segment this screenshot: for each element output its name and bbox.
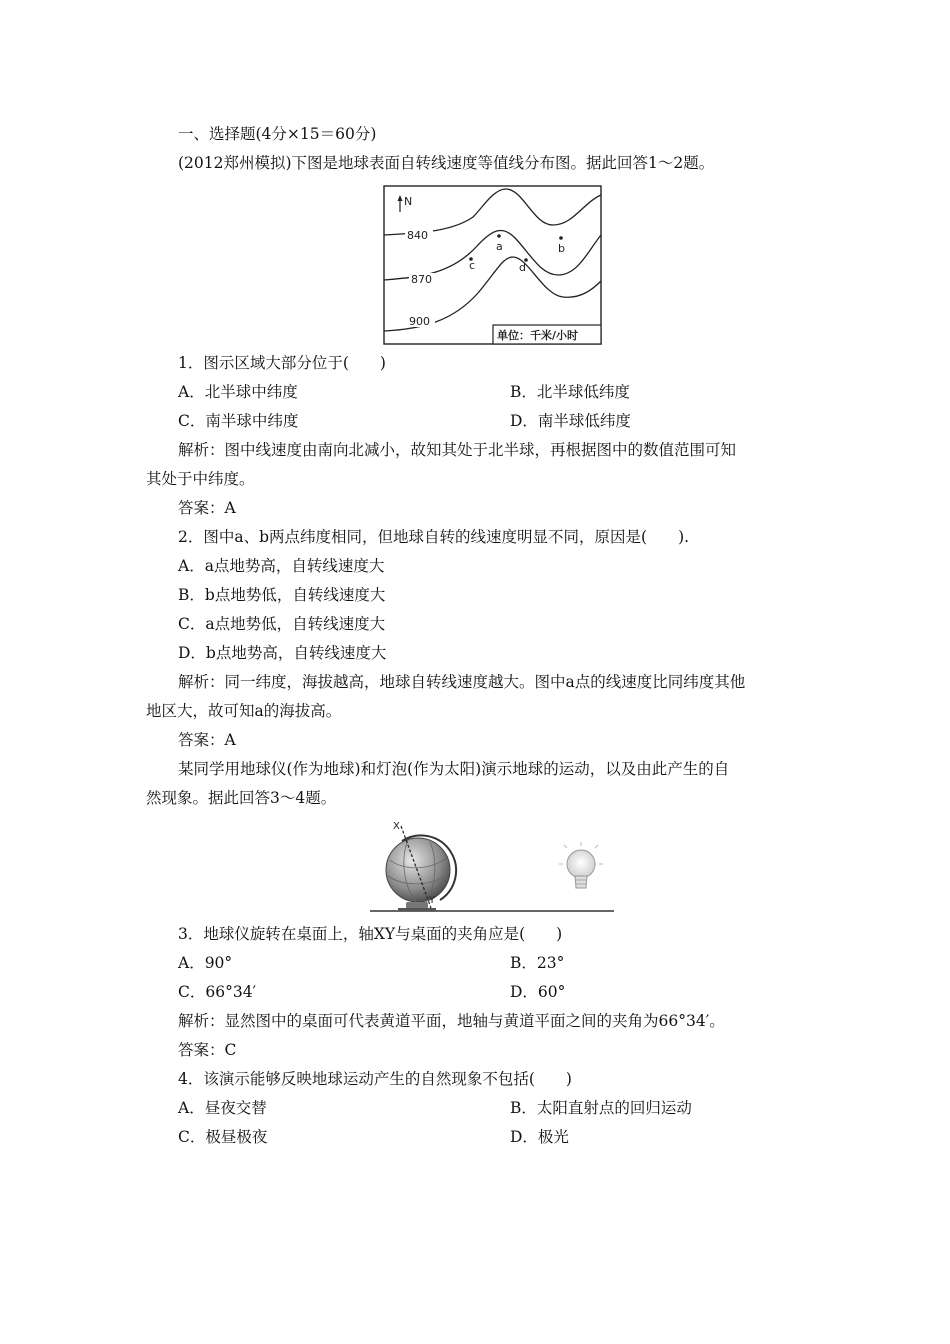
q1-analysis-line1: 解析：图中线速度由南向北减小，故知其处于北半球，再根据图中的数值范围可知	[178, 441, 737, 459]
q4-option-b: B．太阳直射点的回归运动	[510, 1099, 692, 1117]
q1-option-a: A．北半球中纬度	[178, 383, 298, 401]
q1-option-b: B．北半球低纬度	[510, 383, 630, 401]
point-d-label: d	[519, 261, 526, 274]
intro-q3-4-line2: 然现象。据此回答3～4题。	[146, 789, 337, 807]
section-title: 一、选择题(4分×15＝60分)	[178, 125, 377, 143]
q3-option-a: A．90°	[178, 954, 233, 972]
q3-answer: 答案：C	[178, 1041, 237, 1059]
q2-option-d: D．b点地势高，自转线速度大	[178, 644, 387, 662]
intro-q1-2: (2012郑州模拟)下图是地球表面自转线速度等值线分布图。据此回答1～2题。	[178, 154, 715, 172]
q2-answer: 答案：A	[178, 731, 236, 749]
q3-option-b: B．23°	[510, 954, 565, 972]
q3-option-c: C．66°34′	[178, 983, 257, 1001]
north-label: N	[404, 195, 413, 208]
point-c-label: c	[469, 259, 476, 272]
point-b	[559, 236, 563, 240]
q4-option-d: D．极光	[510, 1128, 569, 1146]
globe-stand	[406, 902, 428, 909]
q1-stem: 1．图示区域大部分位于( )	[178, 354, 386, 372]
axis-x-label: X	[393, 821, 400, 832]
axis-y-label: Y	[429, 895, 436, 906]
q3-option-d: D．60°	[510, 983, 566, 1001]
q1-option-c: C．南半球中纬度	[178, 412, 299, 430]
point-a	[497, 234, 501, 238]
q2-option-c: C．a点地势低，自转线速度大	[178, 615, 386, 633]
point-b-label: b	[558, 242, 565, 255]
q3-analysis: 解析：显然图中的桌面可代表黄道平面，地轴与黄道平面之间的夹角为66°34′。	[178, 1012, 725, 1030]
q1-answer: 答案：A	[178, 499, 236, 517]
point-a-label: a	[496, 240, 503, 253]
q3-stem: 3．地球仪旋转在桌面上，轴XY与桌面的夹角应是( )	[178, 925, 563, 943]
globe-bulb-illustration	[368, 816, 618, 916]
isoline-900-label: 900	[409, 315, 430, 328]
q2-analysis-line1: 解析：同一纬度，海拔越高，地球自转线速度越大。图中a点的线速度比同纬度其他	[178, 673, 746, 691]
isoline-840-label: 840	[407, 229, 428, 242]
globe	[386, 838, 450, 902]
q4-stem: 4．该演示能够反映地球运动产生的自然现象不包括( )	[178, 1070, 572, 1088]
q4-option-c: C．极昼极夜	[178, 1128, 268, 1146]
q1-analysis-line2: 其处于中纬度。	[146, 470, 255, 488]
unit-label: 单位：千米/小时	[497, 329, 579, 342]
q2-option-a: A．a点地势高，自转线速度大	[178, 557, 385, 575]
q2-analysis-line2: 地区大，故可知a的海拔高。	[146, 702, 342, 720]
light-bulb	[559, 842, 603, 888]
q2-option-b: B．b点地势低，自转线速度大	[178, 586, 386, 604]
isoline-870-label: 870	[411, 273, 432, 286]
isoline-map	[383, 185, 603, 347]
q2-stem: 2．图中a、b两点纬度相同，但地球自转的线速度明显不同，原因是( ).	[178, 528, 690, 546]
q4-option-a: A．昼夜交替	[178, 1099, 267, 1117]
intro-q3-4-line1: 某同学用地球仪(作为地球)和灯泡(作为太阳)演示地球的运动，以及由此产生的自	[178, 760, 730, 778]
q1-option-d: D．南半球低纬度	[510, 412, 631, 430]
